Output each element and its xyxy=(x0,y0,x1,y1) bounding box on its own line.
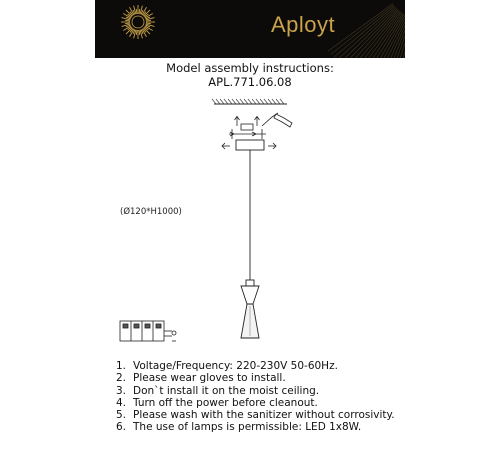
brand-name: Aployt xyxy=(271,12,336,37)
canopy-icon xyxy=(222,140,276,150)
model-number: APL.771.06.08 xyxy=(208,75,292,89)
instruction-item: 6. The use of lamps is permissible: LED 1x8W. xyxy=(116,421,362,434)
instruction-item: 3. Don`t install it on the moist ceiling. xyxy=(116,384,320,397)
instruction-item: 1. Voltage/Frequency: 220-230V 50-60Hz. xyxy=(116,360,338,372)
instruction-item: 5. Please wash with the sanitizer without corrosivity. xyxy=(116,409,395,422)
mounting-bracket-icon xyxy=(229,117,266,140)
pendant-shade-icon xyxy=(241,280,259,338)
instructions-list xyxy=(116,360,395,434)
instruction-item: 2. Please wear gloves to install. xyxy=(116,372,286,385)
terminal-block-icon xyxy=(120,321,176,341)
ceiling-hatch-icon xyxy=(212,99,287,104)
document-title: Model assembly instructions: xyxy=(166,61,334,75)
instruction-item: 4. Turn off the power before cleanout. xyxy=(116,396,318,409)
screwdriver-icon xyxy=(262,113,292,127)
dimensions-label: (Ø120*H1000) xyxy=(120,207,182,217)
